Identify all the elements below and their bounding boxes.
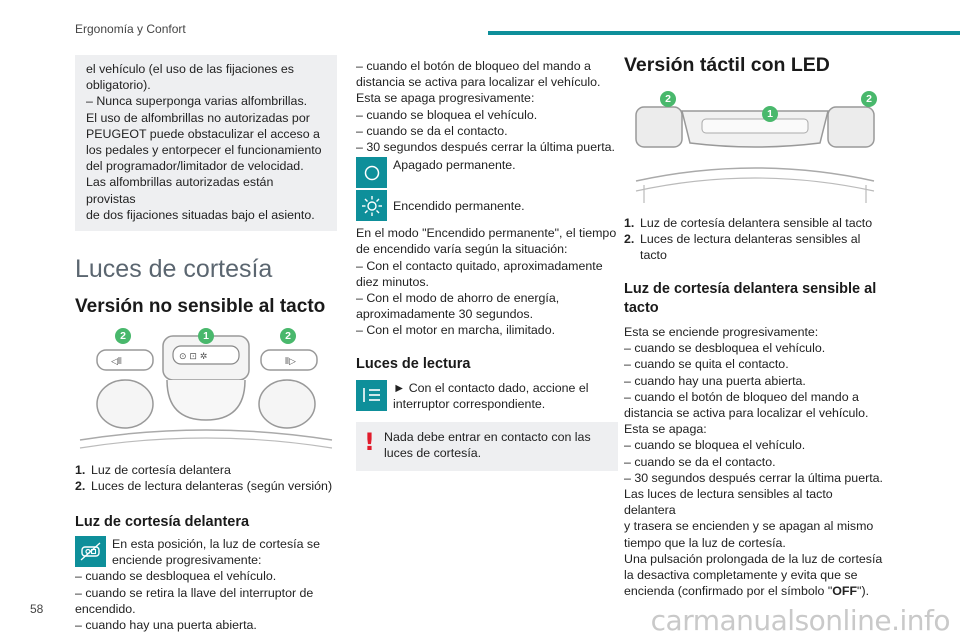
body-line: – 30 segundos después cerrar la última puerta. [624, 470, 883, 485]
body-line: – Con el motor en marcha, ilimitado. [356, 323, 556, 338]
body-line: – cuando se quita el contacto. [624, 357, 789, 372]
courtesy-icon-row [75, 536, 337, 568]
body-line: – Con el contacto quitado, aproximadamente [356, 258, 603, 273]
text-run: "). [857, 584, 870, 599]
reading-light-icon [356, 380, 387, 411]
figure-legend [624, 215, 886, 263]
body-line: distancia se activa para localizar el vehículo. [624, 406, 869, 421]
page-number: 58 [30, 602, 44, 616]
svg-text:◁⦀: ◁⦀ [111, 357, 122, 368]
subsection-title: Versión no sensible al tacto [75, 296, 326, 318]
icon-description: En esta posición, la luz de cortesía se [112, 537, 321, 552]
legend-number: 1. [75, 463, 86, 478]
body-line: En el modo "Encendido permanente", el tiempo [356, 226, 617, 241]
body-line: – cuando se bloquea el vehículo. [624, 438, 806, 453]
note-line: los pedales y entorpecer el funcionamiento [86, 143, 322, 158]
light-on-label: Encendido permanente. [393, 199, 525, 214]
callout-badge-1: 1 [762, 106, 778, 122]
ceiling-console-drawing [75, 328, 337, 454]
callout-badge-1: 1 [198, 328, 214, 344]
svg-text:⊙ ⊡ ✲: ⊙ ⊡ ✲ [179, 352, 208, 363]
body-line: – cuando el botón de bloqueo del mando a [624, 389, 859, 404]
header-accent-bar [488, 31, 960, 35]
body-line: – cuando se retira la llave del interruptor de [75, 585, 314, 600]
note-line: – Nunca superponga varias alfombrillas. [86, 94, 308, 109]
section-title-line: tacto [624, 300, 659, 316]
light-off-label: Apagado permanente. [393, 158, 516, 173]
body-line: de encendido varía según la situación: [356, 242, 568, 257]
floor-mat-note-box [75, 55, 337, 231]
light-on-icon [356, 190, 387, 221]
warning-box [356, 422, 618, 471]
icon-description: enciende progresivamente: [112, 553, 262, 568]
body-line: – cuando hay una puerta abierta. [624, 373, 806, 388]
column-left [75, 55, 337, 633]
note-line: del programador/limitador de velocidad. [86, 159, 304, 174]
body-line: Esta se apaga: [624, 422, 707, 437]
text-run: encienda (confirmado por el símbolo " [624, 584, 833, 599]
body-line: distancia se activa para localizar el vehículo. [356, 75, 601, 90]
note-line: el vehículo (el uso de las fijaciones es [86, 62, 295, 76]
legend-text: Luz de cortesía delantera sensible al tacto [640, 216, 873, 230]
note-line: El uso de alfombrillas no autorizadas por [86, 110, 310, 125]
subsection-title: Versión táctil con LED [624, 54, 830, 76]
section-title [624, 280, 886, 318]
callout-badge-2-right: 2 [280, 328, 296, 344]
note-line: de dos fijaciones situadas bajo el asiento. [86, 207, 315, 222]
body-line: – Con el modo de ahorro de energía, [356, 291, 560, 306]
body-line: – cuando hay una puerta abierta. [75, 618, 257, 633]
callout-badge-2-left: 2 [660, 91, 676, 107]
body-line: la desactiva completamente y evita que se [624, 568, 858, 583]
off-symbol-text: OFF [832, 584, 858, 599]
section-title-line: Luz de cortesía delantera sensible al [624, 281, 877, 297]
legend-text: Luces de lectura delanteras (según versión) [91, 479, 333, 494]
legend-text: Luces de lectura delanteras sensibles al tacto [640, 232, 861, 262]
legend-number: 1. [624, 216, 635, 230]
svg-text:⦀▷: ⦀▷ [285, 357, 296, 368]
legend-item [624, 215, 886, 231]
light-on-row [356, 190, 618, 221]
light-off-icon [356, 157, 387, 188]
reading-light-row [356, 380, 618, 412]
body-line: – cuando se da el contacto. [624, 454, 776, 469]
body-line: Esta se apaga progresivamente: [356, 91, 535, 106]
site-watermark: carmanualsonline.info [650, 604, 950, 637]
body-line [624, 583, 886, 599]
legend-text: Luz de cortesía delantera [91, 463, 231, 478]
body-line: tiempo que la luz de cortesía. [624, 535, 786, 550]
body-line: Esta se enciende progresivamente: [624, 325, 819, 339]
body-line: – 30 segundos después cerrar la última puerta. [356, 140, 615, 155]
legend-item [75, 478, 337, 494]
legend-item [624, 231, 886, 263]
body-line: – cuando el botón de bloqueo del mando a [356, 59, 591, 73]
warning-icon: ! [364, 428, 375, 457]
section-title: Luces de lectura [356, 355, 471, 372]
callout-badge-2-right: 2 [861, 91, 877, 107]
legend-number: 2. [624, 232, 635, 246]
section-header-title: Ergonomía y Confort [75, 22, 186, 36]
instruction-line: interruptor correspondiente. [393, 396, 546, 411]
note-line: Las alfombrillas autorizadas están provistas [86, 175, 274, 206]
section-title: Luz de cortesía delantera [75, 514, 250, 531]
body-line: Las luces de lectura sensibles al tacto delantera [624, 487, 833, 518]
legend-number: 2. [75, 479, 86, 494]
led-light-illustration [624, 85, 886, 205]
body-line: – cuando se da el contacto. [356, 123, 508, 138]
note-line: PEUGEOT puede obstaculizar el acceso a [86, 126, 320, 141]
legend-item [75, 462, 337, 478]
body-line: y trasera se encienden y se apagan al mismo [624, 519, 874, 534]
body-line: – cuando se desbloquea el vehículo. [75, 569, 277, 584]
body-line: encendido. [75, 601, 136, 616]
body-line: diez minutos. [356, 274, 430, 289]
instruction-line: ► Con el contacto dado, accione el [393, 380, 589, 395]
warning-line: Nada debe entrar en contacto con las [384, 430, 591, 445]
note-line: obligatorio). [86, 78, 151, 93]
column-middle [356, 58, 618, 471]
figure-legend [75, 462, 337, 494]
chapter-title: Luces de cortesía [75, 255, 273, 284]
warning-line: luces de cortesía. [384, 446, 482, 461]
body-line: – cuando se bloquea el vehículo. [356, 107, 538, 122]
callout-badge-2-left: 2 [115, 328, 131, 344]
column-right [624, 52, 886, 599]
body-line: – cuando se desbloquea el vehículo. [624, 341, 826, 356]
courtesy-light-illustration [75, 328, 337, 454]
body-line: aproximadamente 30 segundos. [356, 307, 534, 322]
body-line: Una pulsación prolongada de la luz de cortesía [624, 551, 883, 566]
courtesy-light-icon [75, 536, 106, 567]
light-off-row [356, 157, 618, 188]
